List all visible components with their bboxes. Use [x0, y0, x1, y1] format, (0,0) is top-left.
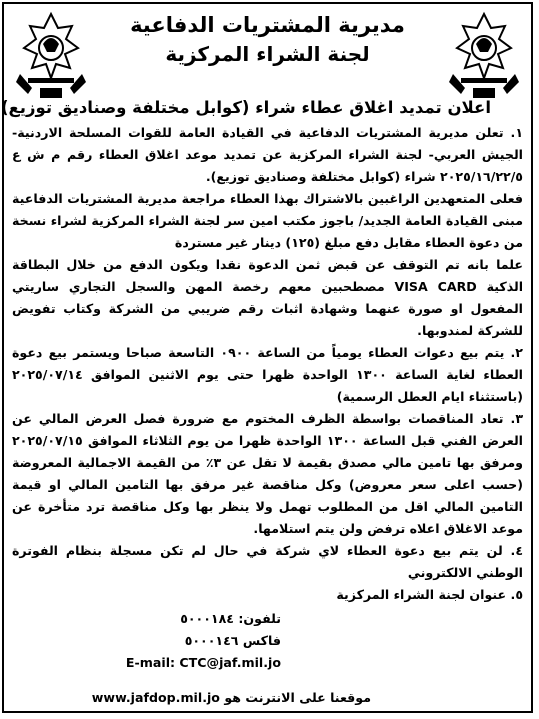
- paragraph-4: ٢. يتم بيع دعوات العطاء يومياً من الساعة ٠٩٠٠ التاسعة صباحا ويستمر بيع دعوة العطاء لغاية الساعة ١٣٠٠ الواحدة ظهرا حتى يوم الاثنين الموافق ٢٠٢٥/٠٧/١٤ (باستثناء ايام العطل الرسمية): [12, 345, 523, 404]
- contact-info: [126, 608, 281, 674]
- announcement-frame: [2, 2, 533, 713]
- paragraph-6: ٤. لن يتم بيع دعوة العطاء لاي شركة في حال لم تكن مسجلة بنظام الفوترة الوطني الالكتروني: [12, 543, 523, 580]
- announcement-body: [12, 122, 523, 606]
- fax-number: فاكس ٥٠٠٠١٤٦: [184, 633, 281, 648]
- paragraph-1: ١. تعلن مديرية المشتريات الدفاعية في القيادة العامة للقوات المسلحة الاردنية- الجيش العربي- لجنة الشراء المركزية عن تمديد موعد اغلاق العطاء رقم م ش ع ٢٠٢٥/١٦/٢٢/٥ شراء (كوابل مختلفة وصناديق توزيع).: [12, 125, 523, 184]
- paragraph-7: ٥. عنوان لجنة الشراء المركزية: [336, 587, 523, 602]
- army-crest-icon: [10, 8, 92, 104]
- paragraph-3-after: مصطحبين معهم رخصة المهن والسجل التجاري ساريتي المفعول او صورة عنهما وشهادة اثبات رقم ضريبي من الشركة وكتاب تفويض للشركة لمندوبها.: [12, 279, 523, 338]
- announcement-title: اعلان تمديد اغلاق عطاء شراء (كوابل مختلفة وصناديق توزيع): [0, 98, 491, 117]
- visa-card-text: VISA CARD: [394, 279, 477, 294]
- header: [94, 10, 441, 68]
- paragraph-5: ٣. تعاد المناقصات بواسطة الظرف المختوم مع ضرورة فصل العرض المالي عن العرض الفني قبل الساعة ١٣٠٠ الواحدة ظهرا من يوم الثلاثاء الموافق ٢٠٢٥/٠٧/١٥ ومرفق بها تامين مالي مصدق بقيمة لا تقل عن ٣٪ من القيمة الاجمالية المعروضة (حسب اعلى سعر معروض) وكل مناقصة غير مرفق بها التامين المالي او قيمة التامين المالي اقل من المطلوب تهمل ولا ينظر بها وكل مناقصة ترد متأخرة عن موعد الاغلاق اعلاه ترفض ولن يتم استلامها.: [12, 411, 524, 536]
- army-crest-icon: [443, 8, 525, 104]
- committee-name: لجنة الشراء المركزية: [165, 42, 370, 66]
- paragraph-2: فعلى المتعهدين الراغبين بالاشتراك بهذا العطاء مراجعة مديرية المشتريات الدفاعية مبنى القيادة العامة الجديد/ باجوز مكتب امين سر لجنة الشراء المركزية لشراء نسخة من دعوة العطاء مقابل دفع مبلغ (١٢٥) دينار غير مستردة: [12, 191, 523, 250]
- website-line: [92, 690, 371, 705]
- website-label: موقعنا على الانترنت هو: [224, 690, 371, 705]
- paragraph-3: [12, 254, 523, 342]
- phone-number: تلفون: ٥٠٠٠١٨٤: [180, 611, 281, 626]
- email-address[interactable]: E-mail: CTC@jaf.mil.jo: [125, 655, 281, 670]
- website-link[interactable]: www.jafdop.mil.jo: [91, 690, 220, 705]
- paragraph-3-before: علما بانه تم التوقف عن قبض ثمن الدعوة نقدا ويكون الدفع من خلال البطاقة الذكية: [12, 257, 524, 294]
- page-title: مديرية المشتريات الدفاعية: [130, 13, 405, 37]
